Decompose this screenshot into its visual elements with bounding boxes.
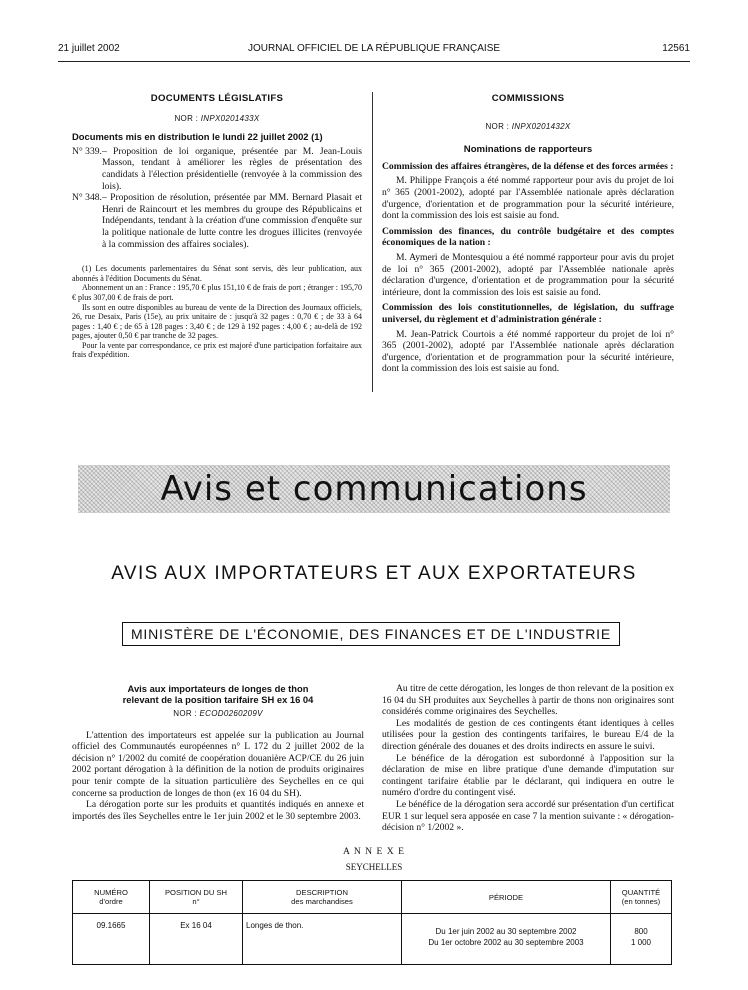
avis-communications-banner	[78, 465, 670, 513]
avis-paragraph: Le bénéfice de la dérogation sera accordé sur présentation d'un certificat EUR 1 sur lequel sera apposée en case 7 la mention suivante : « dérogation-décision n° 1/2002 ».	[382, 798, 674, 834]
column-header: QUANTITÉ (en tonnes)	[611, 881, 672, 914]
avis-paragraph: Le bénéfice de la dérogation est subordonné à l'apposition sur la déclaration de mise en libre pratique d'une demande d'imputation sur contingent tarifaire établie par le déclarant, qui indiquera en outre le numéro d'ordre du contingent visé.	[382, 752, 674, 799]
list-item: N° 348. – Proposition de résolution, présentée par MM. Bernard Plasait et Henri de Raincourt et les membres du groupe des Républicains et Indépendants, tendant à la création d'une commission d'enquête sur la politique nationale de lutte contre les drogues illicites (renvoyée à la commission des affaires sociales).	[72, 192, 362, 250]
list-item: N° 339. – Proposition de loi organique, présentée par M. Jean-Louis Masson, tendant à améliorer les règles de présentation des candidats à l'élection présidentielle (renvoyée à la commission des lois).	[72, 145, 362, 192]
commission-block	[382, 161, 674, 222]
avis-paragraph: La dérogation porte sur les produits et quantités indiqués en annexe et importés des îles Seychelles entre le 1er juin 2002 et le 30 septembre 2003.	[72, 799, 364, 822]
commission-text: M. Jean-Patrick Courtois a été nommé rapporteur du projet de loi n° 365 (2001-2002), adopté par l'Assemblée nationale après déclaration d'urgence, d'orientation et de programmation pour la sécurité intérieure, dont la commission des lois est saisie au fond.	[382, 328, 674, 375]
table-header-row	[73, 881, 672, 914]
column-separator	[372, 92, 373, 392]
header-page-number: 12561	[662, 43, 690, 54]
annexe-table	[72, 880, 672, 965]
header-rule	[58, 61, 690, 62]
commission-text: M. Aymeri de Montesquiou a été nommé rapporteur pour avis du projet de loi n° 365 (2001-2002), adopté par l'Assemblée nationale après déclaration d'urgence, d'orientation et de programmation pour la sécurité intérieure, dont la commission des lois est saisie au fond.	[382, 251, 674, 298]
section-title: DOCUMENTS LÉGISLATIFS	[150, 93, 284, 104]
table-row	[73, 914, 672, 965]
column-header: PÉRIODE	[402, 881, 611, 914]
avis-left-column	[72, 683, 364, 822]
nor-reference: NOR : INPX0201432X	[485, 121, 571, 131]
avis-paragraph: Au titre de cette dérogation, les longes de thon relevant de la position ex 16 04 du SH produites aux Seychelles à partir de thons non originaires sont considérés comme originaires des Seychelles.	[382, 683, 674, 718]
commission-block	[382, 302, 674, 375]
cell-position: Ex 16 04	[150, 914, 243, 965]
distribution-subtitle: Documents mis en distribution le lundi 22 juillet 2002 (1)	[72, 131, 323, 143]
commission-text: M. Philippe François a été nommé rapporteur pour avis du projet de loi n° 365 (2001-2002), adopté par l'Assemblée nationale après déclaration d'urgence, d'orientation et de programmation pour la sécurité intérieure, dont la commission des lois est saisie au fond.	[382, 175, 674, 222]
avis-paragraph: L'attention des importateurs est appelée sur la publication au Journal officiel des Communautés européennes n° L 172 du 2 juillet 2002 de la décision n° 1/2002 du comité de coopération douanière ACP/CE du 26 juin 2002 portant dérogation à la définition de la notion de produits originaires pour tenir compte de la situation particulière des Seychelles en ce qui concerne sa production de longes de thon (ex 16 04 du SH).	[72, 729, 364, 799]
commission-block	[382, 226, 674, 299]
commission-heading: Commission des finances, du contrôle budgétaire et des comptes économiques de la nation :	[382, 225, 674, 249]
cell-description: Longes de thon.	[243, 914, 402, 965]
cell-numero: 09.1665	[73, 914, 150, 965]
cell-periode: Du 1er juin 2002 au 30 septembre 2002 Du 1er octobre 2002 au 30 septembre 2003	[402, 914, 611, 965]
column-header: POSITION DU SH n°	[150, 881, 243, 914]
documents-legislatifs-section	[72, 93, 362, 360]
commission-heading: Commission des affaires étrangères, de la défense et des forces armées :	[382, 160, 674, 172]
footnotes	[72, 264, 362, 360]
nor-reference: NOR : ECOD0260209V	[173, 709, 263, 718]
section-title: COMMISSIONS	[491, 93, 565, 104]
ministry-box: MINISTÈRE DE L'ÉCONOMIE, DES FINANCES ET DE L'INDUSTRIE	[122, 622, 620, 646]
header-journal-title: JOURNAL OFFICIEL DE LA RÉPUBLIQUE FRANÇAISE	[247, 43, 501, 54]
nor-code: ECOD0260209V	[199, 709, 263, 718]
annexe-title: A N N E X E	[343, 846, 405, 857]
column-header: DESCRIPTION des marchandises	[243, 881, 402, 914]
column-header: NUMÉRO d'ordre	[73, 881, 150, 914]
nominations-subtitle: Nominations de rapporteurs	[463, 144, 593, 156]
avis-right-column	[382, 683, 674, 834]
annexe-subtitle: SEYCHELLES	[345, 862, 403, 872]
commission-heading: Commission des lois constitutionnelles, de législation, du suffrage universel, du règlement et d'administration générale :	[382, 302, 674, 325]
commissions-section	[382, 93, 674, 375]
items-list	[72, 146, 362, 250]
avis-title: Avis aux importateurs de longes de thon relevant de la position tarifaire SH ex 16 04	[122, 683, 314, 705]
nor-code: INPX0201432X	[511, 121, 571, 131]
footnote: Abonnement un an : France : 195,70 € plus 151,10 € de frais de port ; étranger : 195,70 € plus 307,00 € de frais de port.	[72, 283, 362, 302]
cell-quantite: 800 1 000	[611, 914, 672, 965]
nor-code: INPX0201433X	[200, 113, 260, 123]
footnote: Pour la vente par correspondance, ce prix est majoré d'une participation forfaitaire aux frais d'expédition.	[72, 340, 362, 360]
avis-paragraph: Les modalités de gestion de ces contingents étant identiques à celles utilisées pour la gestion des contingents tarifaires, le bureau E/4 de la direction générale des douanes et des droits indirects en assure le suivi.	[382, 717, 674, 752]
footnote: Ils sont en outre disponibles au bureau de vente de la Direction des Journaux officiels, 26, rue Desaix, Paris (15e), au prix unitaire de : jusqu'à 32 pages : 0,70 € ; de 33 à 64 pages : 1,40 € ; de 65 à 128 pages : 3,40 € ; de 129 à 192 pages : 4,00 € ; au-delà de 192 pages, ajouter 0,50 € par tranche de 32 pages.	[72, 302, 362, 341]
avis-importateurs-title: AVIS AUX IMPORTATEURS ET AUX EXPORTATEURS	[111, 563, 637, 584]
nor-reference: NOR : INPX0201433X	[174, 113, 260, 123]
banner-title: Avis et communications	[160, 469, 588, 509]
header-date: 21 juillet 2002	[58, 43, 120, 54]
footnote: (1) Les documents parlementaires du Sénat sont servis, dès leur publication, aux abonnés à l'édition Documents du Sénat.	[72, 264, 362, 283]
